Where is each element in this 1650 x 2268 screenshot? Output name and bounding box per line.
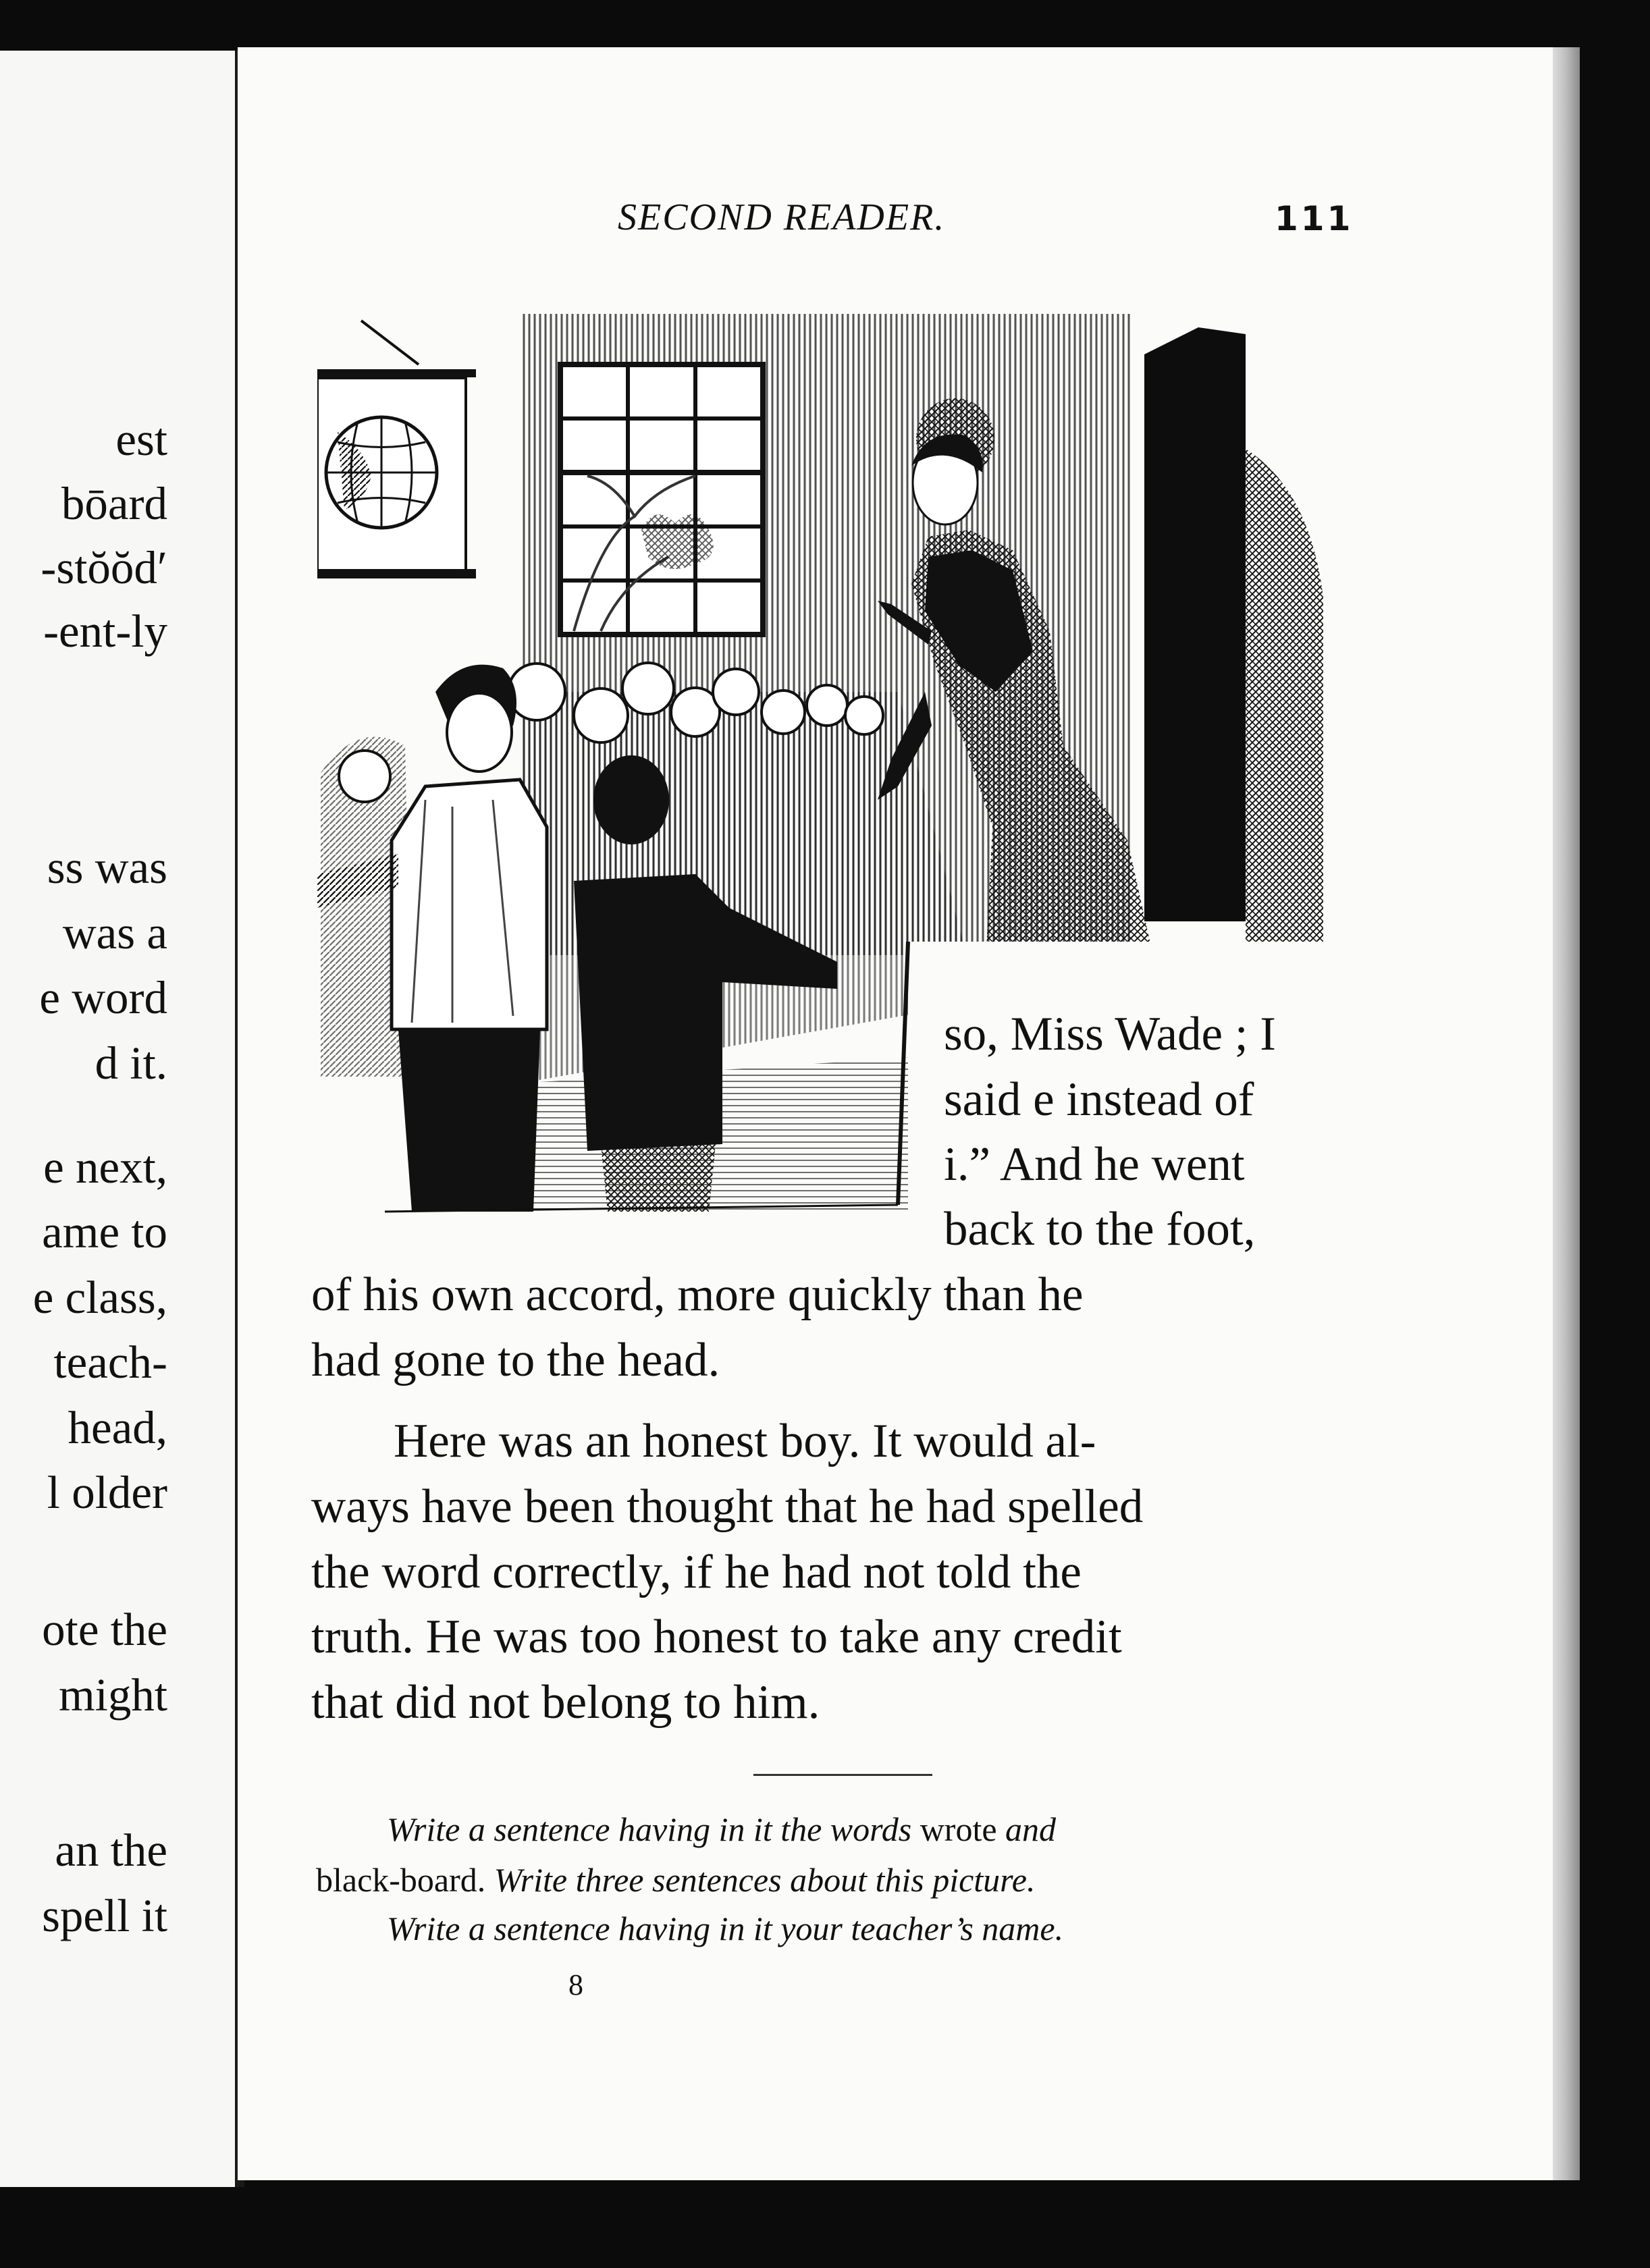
body-line: of his own accord, more quickly than he <box>311 1268 1084 1321</box>
left-text-line: e class, <box>32 1272 167 1323</box>
body-line: said e instead of <box>944 1073 1254 1126</box>
exercise-text: wrote <box>920 1810 997 1848</box>
left-text-line: teach- <box>53 1336 167 1388</box>
exercise-line <box>316 1863 1035 1897</box>
body-line: truth. He was too honest to take any credit <box>311 1611 1122 1663</box>
body-line: had gone to the head. <box>311 1334 720 1386</box>
signature-mark: 8 <box>568 1968 583 2001</box>
left-text-line: d it. <box>95 1037 167 1089</box>
body-line: the word correctly, if he had not told the <box>311 1546 1082 1598</box>
boy-jacket <box>392 780 547 1029</box>
left-text-line: spell it <box>42 1890 167 1941</box>
exercise-line: Write a sentence having in it your teacher’s name. <box>387 1910 1064 1947</box>
running-head: SECOND READER. <box>618 196 946 238</box>
left-text-line: l older <box>47 1467 167 1518</box>
body-line: so, Miss Wade ; I <box>944 1008 1276 1060</box>
left-text-line: ote the <box>42 1604 167 1655</box>
left-text-line: e word <box>39 972 167 1023</box>
exercise-line <box>387 1812 1056 1846</box>
window <box>560 364 763 634</box>
left-text-line: ame to <box>42 1206 167 1258</box>
left-text-line: an the <box>55 1825 167 1876</box>
left-text-line: bōard <box>61 478 167 529</box>
left-text-line: e next, <box>43 1141 167 1193</box>
page-edge <box>1553 47 1580 2180</box>
left-text-line: est <box>115 414 167 465</box>
left-text-line: ss was <box>47 842 167 893</box>
body-line: ways have been thought that he had spelled <box>311 1480 1144 1533</box>
exercise-text: black-board. <box>316 1861 494 1899</box>
exercise-text: and <box>996 1810 1057 1848</box>
body-line: i.” And he went <box>944 1138 1245 1191</box>
body-line: that did not belong to him. <box>311 1676 820 1729</box>
door <box>1144 327 1246 921</box>
body-line: back to the foot, <box>944 1203 1256 1256</box>
exercise-text: Write a sentence having in it the words <box>387 1810 920 1848</box>
left-text-line: -ent-ly <box>43 605 167 657</box>
world-map <box>317 378 466 570</box>
exercise-text: Write three sentences about this picture. <box>494 1861 1036 1899</box>
section-divider <box>753 1774 932 1776</box>
body-line: Here was an honest boy. It would al- <box>394 1415 1096 1467</box>
left-page <box>0 51 239 2187</box>
left-text-line: -stŏŏd′ <box>41 542 167 593</box>
left-text-line: might <box>58 1669 167 1721</box>
page-number: 111 <box>1275 199 1354 238</box>
left-text-line: was a <box>62 907 167 959</box>
left-text-line: head, <box>68 1402 167 1453</box>
